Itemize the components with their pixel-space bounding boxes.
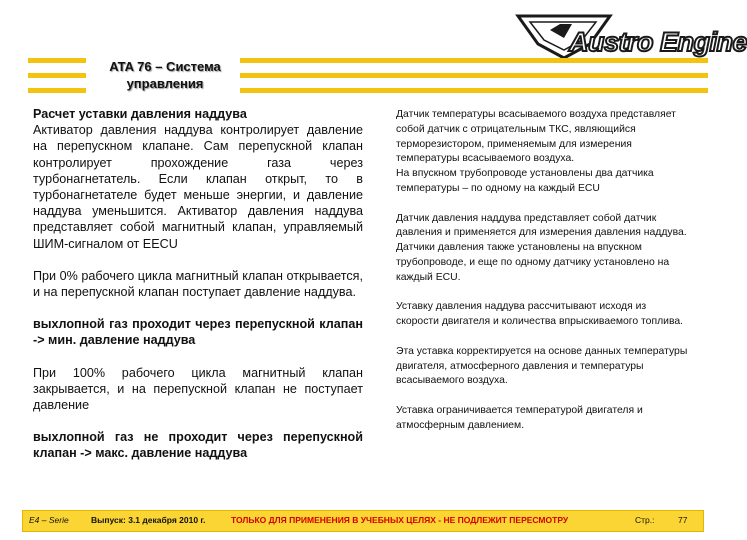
right-column (396, 108, 690, 434)
footer-series: E4 – Serie (29, 515, 69, 525)
paragraph-boost-pressure-sensor: Датчик давления наддува представляет собой датчик давления и применяется для измерения давления наддува. Датчики давления также установлены на впускном трубопроводе, и еще по одному датчику установлено на каждый ECU. (396, 212, 687, 283)
page-title-line2: управления (126, 76, 204, 91)
footer-page-label: Стр.: (635, 515, 655, 525)
stripe (240, 73, 708, 78)
page-title (90, 58, 240, 92)
header-stripes-left (28, 58, 86, 103)
paragraph-actuator: Активатор давления наддува контролирует давление на перепускном клапане. Сам перепускной клапан контролирует прохождение газа через турбонагнетатель. Если клапан открыт, то в турбонагнетателе будет меньше энергии, и давление наддува уменьшится. Активатор давления наддува представляет собой магнитный клапан, управляемый ШИМ-сигналом от EECU (33, 123, 363, 251)
paragraph-setpoint-limit: Уставка ограничивается температурой двигателя и атмосферным давлением. (396, 404, 643, 431)
stripe (28, 73, 86, 78)
footer-issue-date: Выпуск: 3.1 декабря 2010 г. (91, 515, 206, 525)
paragraph-intake-temp-sensor: Датчик температуры всасываемого воздуха представляет собой датчик с отрицательным ТКС, являющийся терморезистором, применяемым для измерения температуры всасываемого воздуха. (396, 109, 676, 165)
logo-wordmark: Austro Engine (569, 27, 747, 57)
header-stripes-right (240, 58, 708, 103)
stripe (28, 58, 86, 63)
footer-training-warning: ТОЛЬКО ДЛЯ ПРИМЕНЕНИЯ В УЧЕБНЫХ ЦЕЛЯХ - НЕ ПОДЛЕЖИТ ПЕРЕСМОТРУ (231, 515, 569, 525)
stripe (240, 58, 708, 63)
paragraph-setpoint-correction: Эта уставка корректируется на основе данных температуры двигателя, атмосферного давления и температуры всасываемого воздуха. (396, 345, 688, 387)
left-column (33, 106, 363, 462)
stripe (28, 88, 86, 93)
paragraph-intake-temp-location: На впускном трубопроводе установлены два датчика температуры – по одному на каждый ECU (396, 168, 654, 194)
conclusion-max-boost: выхлопной газ не проходит через перепускной клапан -> макс. давление наддува (33, 430, 363, 461)
footer-page-number: 77 (678, 515, 688, 525)
section-heading: Расчет уставки давления наддува (33, 107, 247, 121)
page-title-line1: ATA 76 – Система (109, 59, 221, 74)
conclusion-min-boost: выхлопной газ проходит через перепускной клапан -> мин. давление наддува (33, 317, 363, 348)
paragraph-full-duty: При 100% рабочего цикла магнитный клапан закрывается, и на перепускной клапан не поступает давление (33, 365, 363, 413)
paragraph-setpoint-calc: Уставку давления наддува рассчитывают исходя из скорости двигателя и количества впрыскиваемого топлива. (396, 301, 684, 328)
footer-bar (22, 510, 704, 532)
paragraph-zero-duty: При 0% рабочего цикла магнитный клапан открывается, и на перепускной клапан поступает давление наддува. (33, 268, 363, 300)
stripe (240, 88, 708, 93)
